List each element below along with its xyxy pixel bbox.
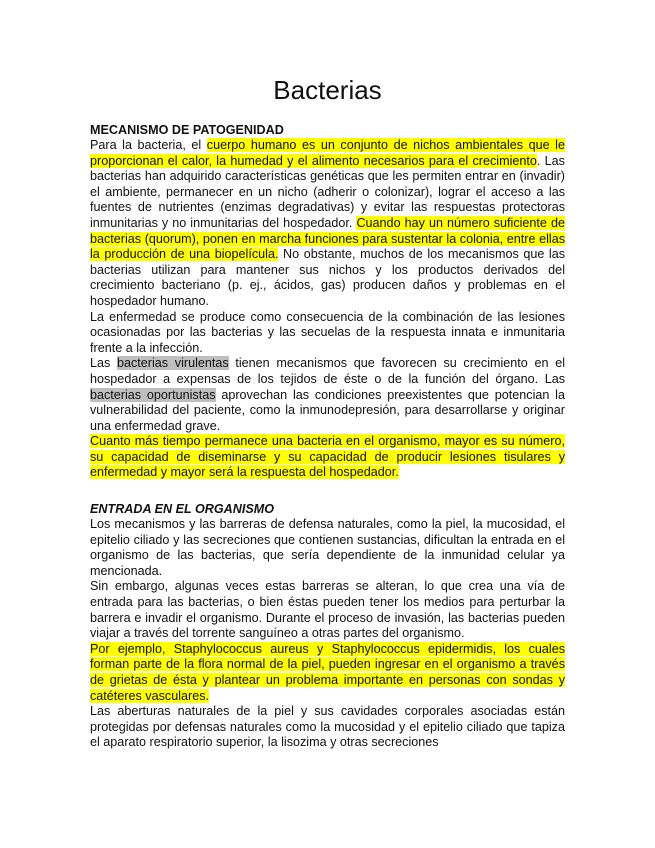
section-heading-patogenidad: MECANISMO DE PATOGENIDAD — [90, 123, 284, 137]
section-body-entrada — [90, 517, 565, 751]
text-run: Las — [90, 356, 117, 371]
text-run: aprovechan las condiciones preexistentes que potencian la vulnerabilidad del paciente, como la inmunodepresión, para desarrollarse y originar una enfermedad grave. — [90, 387, 565, 433]
paragraph — [90, 642, 565, 704]
paragraph — [90, 310, 565, 357]
text-run: La enfermedad se produce como consecuencia de la combinación de las lesiones ocasionadas por las bacterias y las secuelas de la respuesta innata e inmunitaria frente a la infección. — [90, 309, 565, 355]
section-patogenidad — [90, 123, 565, 481]
section-heading-entrada: ENTRADA EN EL ORGANISMO — [90, 502, 275, 517]
text-run: . Las bacterias han adquirido características genéticas que les permiten entrar en (invadir) el ambiente, permanecer en un nicho (adherir o colonizar), lograr el acceso a las fuentes de nutrientes (enzimas degradativas) y evitar las respuestas protectoras inmunitarias y no inmunitarias del hospedador. — [90, 153, 565, 230]
document-title: Bacterias — [273, 75, 382, 105]
paragraph — [90, 434, 565, 481]
highlighted-text: Por ejemplo, Staphylococcus aureus y Staphylococcus epidermidis, los cuales forman parte de la flora normal de la piel, pueden ingresar en el organismo a través de grietas de ésta y plantear un problema importante en personas con sondas y catéteres vasculares. — [90, 641, 565, 703]
section-entrada — [90, 502, 565, 751]
paragraph — [90, 138, 565, 310]
gray-highlighted-text: bacterias oportunistas — [90, 387, 216, 402]
text-run: Para la bacteria, el — [90, 138, 207, 152]
text-run: tienen mecanismos que favorecen su crecimiento en el hospedador a expensas de los tejidos de éste o de la función del órgano. Las — [90, 356, 565, 386]
highlighted-text: Cuando hay un número suficiente de bacterias (quorum), ponen en marcha funciones para sustentar la colonia, entre ellas la producción de una biopelícula. — [90, 215, 565, 262]
text-run: Los mecanismos y las barreras de defensa naturales, como la piel, la mucosidad, el epitelio ciliado y las secreciones que contienen sustancias, dificultan la entrada en el organismo de las bacterias, que sería dependiente de la inmunidad celular ya mencionada. — [90, 517, 565, 578]
highlighted-text: cuerpo humano es un conjunto de nichos ambientales que le proporcionan el calor, la humedad y el alimento necesarios para el crecimiento — [90, 138, 565, 168]
gray-highlighted-text: bacterias virulentas — [117, 356, 229, 371]
section-body-patogenidad — [90, 138, 565, 481]
paragraph — [90, 579, 565, 641]
text-run: Las aberturas naturales de la piel y sus cavidades corporales asociadas están protegidas por defensas naturales como la mucosidad y el epitelio ciliado que tapiza el aparato respiratorio superior, la lisozima y otras secreciones — [90, 704, 565, 750]
text-run: No obstante, muchos de los mecanismos que las bacterias utilizan para mantener sus nichos y los productos derivados del crecimiento bacteriano (p. ej., ácidos, gas) producen daños y problemas en el hospedador humano. — [90, 247, 566, 308]
text-run: Sin embargo, algunas veces estas barreras se alteran, lo que crea una vía de entrada para las bacterias, o bien éstas pueden tener los medios para perturbar la barrera e invadir el organismo. Durante el proceso de invasión, las bacterias pueden viajar a través del torrente sanguíneo a otras partes del organismo. — [90, 579, 565, 641]
paragraph — [90, 356, 565, 434]
paragraph — [90, 704, 565, 751]
highlighted-text: Cuanto más tiempo permanece una bacteria en el organismo, mayor es su número, su capacidad de diseminarse y su capacidad de producir lesiones tisulares y enfermedad y mayor será la respuesta del hospedador. — [90, 434, 565, 480]
paragraph — [90, 517, 565, 579]
